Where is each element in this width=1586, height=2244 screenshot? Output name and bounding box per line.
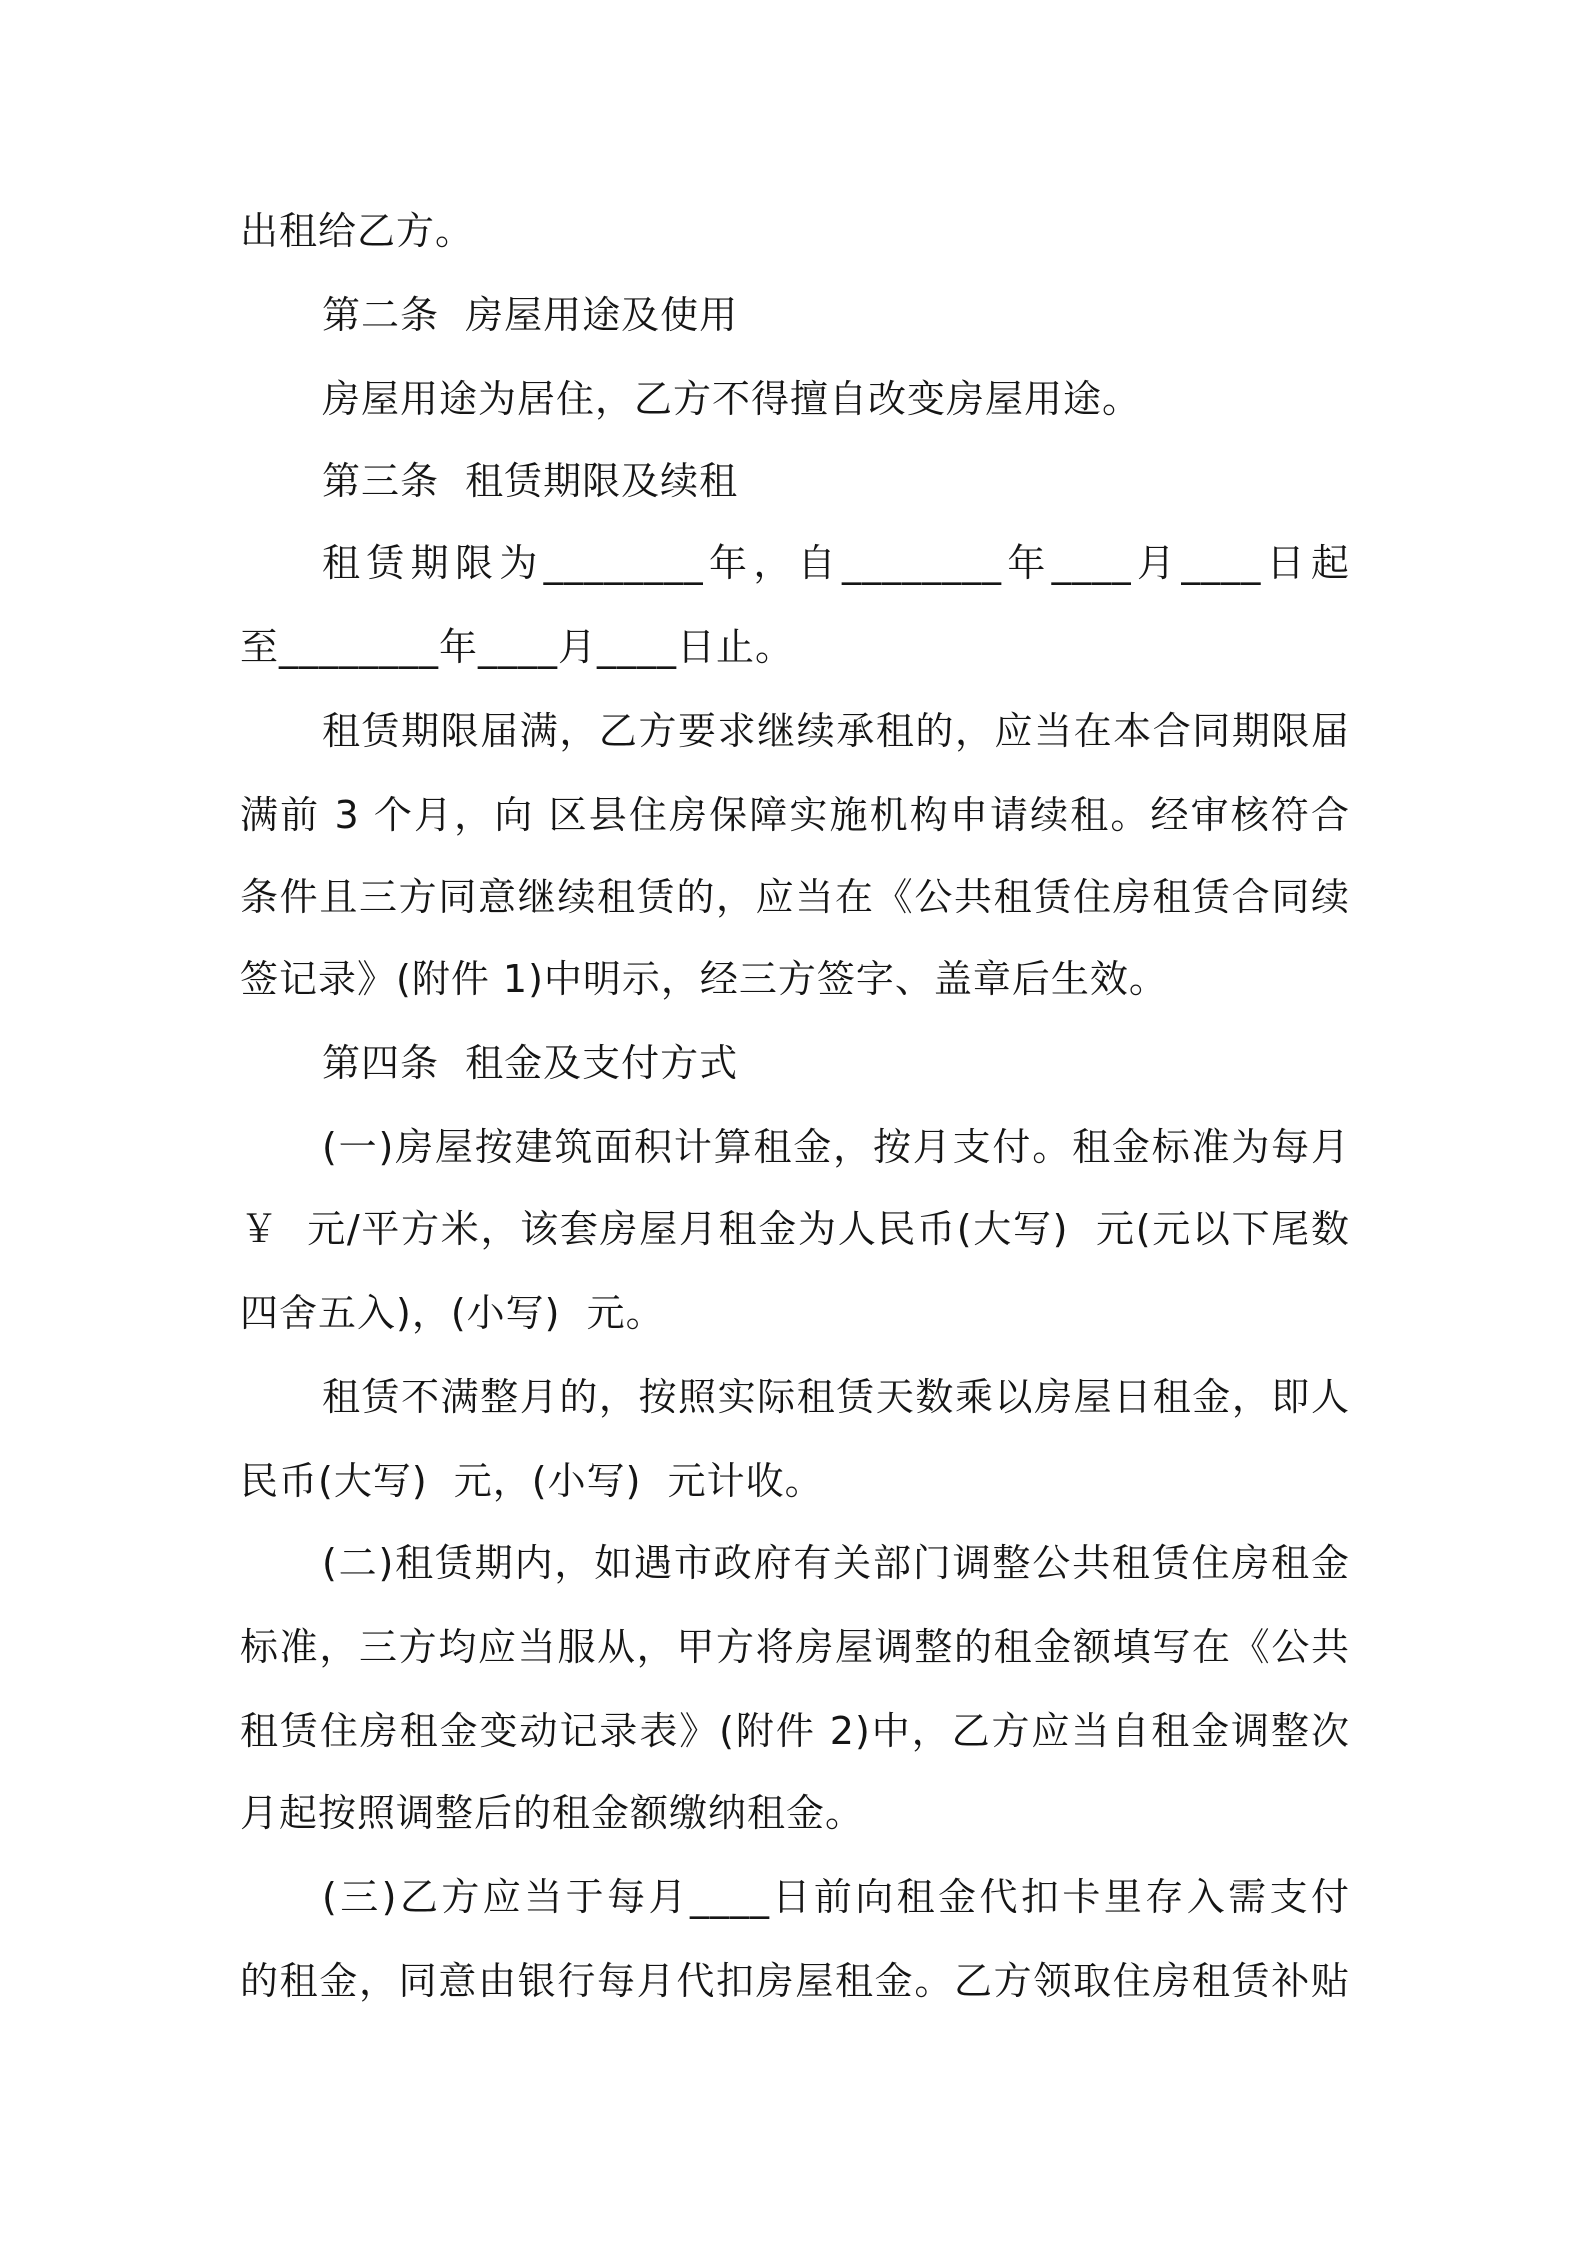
paragraph-line: 至________年____月____日止。 xyxy=(240,625,795,669)
paragraph-line: 的租金，同意由银行每月代扣房屋租金。乙方领取住房租赁补贴 xyxy=(240,1959,1350,2003)
paragraph-line: 出租给乙方。 xyxy=(240,209,475,253)
paragraph-line: 租赁期限为________年，自________年____月____日起 xyxy=(322,541,1350,585)
paragraph-line: 房屋用途为居住，乙方不得擅自改变房屋用途。 xyxy=(322,377,1142,421)
section-heading: 第二条 房屋用途及使用 xyxy=(322,293,739,337)
paragraph-line: 签记录》(附件 1)中明示，经三方签字、盖章后生效。 xyxy=(240,957,1168,1001)
paragraph-line: (二)租赁期内，如遇市政府有关部门调整公共租赁住房租金 xyxy=(322,1541,1350,1585)
paragraph-line: 民币(大写) 元，(小写) 元计收。 xyxy=(240,1459,824,1503)
paragraph-line: 标准，三方均应当服从，甲方将房屋调整的租金额填写在《公共 xyxy=(240,1625,1350,1669)
section-heading: 第四条 租金及支付方式 xyxy=(322,1041,739,1085)
paragraph-line: 满前 3 个月，向 区县住房保障实施机构申请续租。经审核符合 xyxy=(240,793,1350,837)
paragraph-line: ￥ 元/平方米，该套房屋月租金为人民币(大写) 元(元以下尾数 xyxy=(240,1207,1350,1251)
paragraph-line: 四舍五入)，(小写) 元。 xyxy=(240,1291,665,1335)
paragraph-line: 租赁期限届满，乙方要求继续承租的，应当在本合同期限届 xyxy=(322,709,1350,753)
section-heading: 第三条 租赁期限及续租 xyxy=(322,459,739,503)
paragraph-line: (一)房屋按建筑面积计算租金，按月支付。租金标准为每月 xyxy=(322,1125,1350,1169)
paragraph-line: (三)乙方应当于每月____日前向租金代扣卡里存入需支付 xyxy=(322,1875,1350,1919)
paragraph-line: 租赁不满整月的，按照实际租赁天数乘以房屋日租金，即人 xyxy=(322,1375,1350,1419)
paragraph-line: 租赁住房租金变动记录表》(附件 2)中，乙方应当自租金调整次 xyxy=(240,1709,1350,1753)
paragraph-line: 条件且三方同意继续租赁的，应当在《公共租赁住房租赁合同续 xyxy=(240,875,1350,919)
paragraph-line: 月起按照调整后的租金额缴纳租金。 xyxy=(240,1791,865,1835)
